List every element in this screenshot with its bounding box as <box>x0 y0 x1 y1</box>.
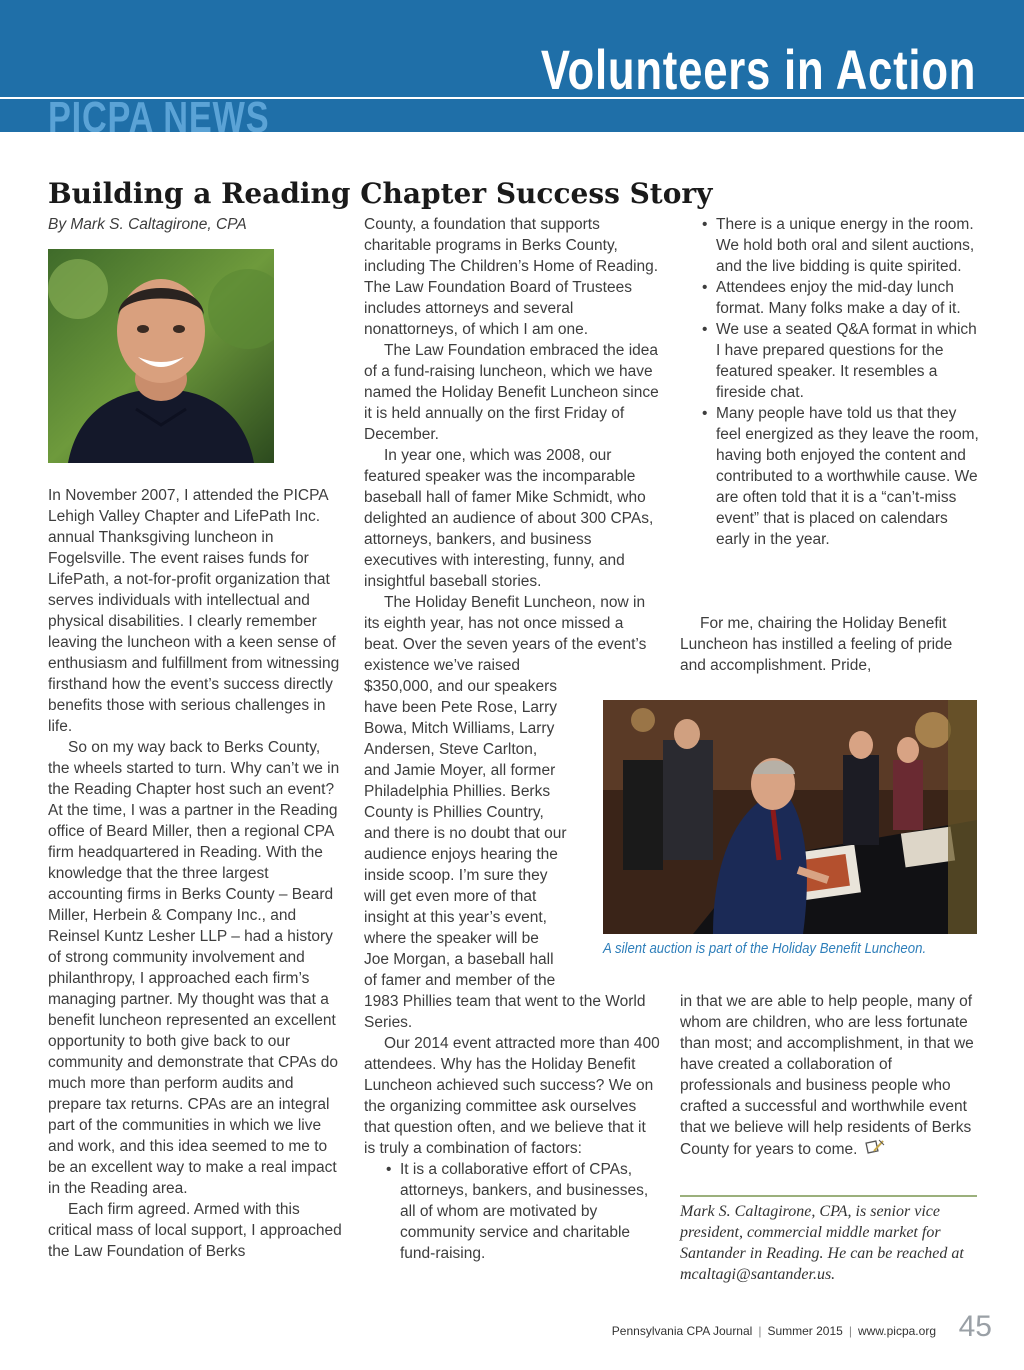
author-photo <box>48 249 274 463</box>
text-line: Philadelphia Phillies. Berks <box>364 783 551 800</box>
body-paragraph <box>680 991 976 1162</box>
footer-separator: | <box>758 1324 762 1338</box>
text-line: Joe Morgan, a baseball hall <box>364 951 554 968</box>
text-line: Andersen, Steve Carlton, <box>364 741 538 758</box>
end-mark-icon <box>865 1138 885 1162</box>
page-number: 45 <box>958 1310 992 1343</box>
column-3-paragraph <box>680 613 976 676</box>
section-banner <box>0 0 1024 132</box>
text-line: have been Pete Rose, Larry <box>364 699 558 716</box>
silent-auction-image <box>603 700 977 934</box>
footer-separator: | <box>848 1324 852 1338</box>
text-line: and there is no doubt that our <box>364 825 567 842</box>
byline: By Mark S. Caltagirone, CPA <box>48 216 247 233</box>
body-paragraph: So on my way back to Berks County, the wheels started to turn. Why can’t we in the Reading Chapter host such an event? At the time, I was a partner in the Reading office of Beard Miller, then a regional CPA firm headquartered in Reading. With the knowledge that the three largest accounting firms in Berks County – Beard Miller, Herbein & Company Inc., and Reinsel Kuntz Lesher LLP – had a history of strong community involvement and philanthropy, I approached each firm’s managing partner. My thought was that a benefit luncheon represented an excellent opportunity to both give back to our community and demonstrate that CPAs do much more than perform audits and prepare tax returns. CPAs are an integral part of the communities in which we live and work, and this idea seemed to me to be an excellent way to make a real impact in the Reading area. <box>48 739 340 1197</box>
text-line: $350,000, and our speakers <box>364 678 558 695</box>
closing-text: in that we are able to help people, many of whom are children, who are less fortunate than most; and accomplishment, in that we have created a collaboration of professionals and business people who crafted a successful and worthwhile event that we believe will help residents of Berks County for years to come. <box>680 993 974 1158</box>
text-line: of famer and member of the <box>364 972 556 989</box>
text-line: insight at this year’s event, <box>364 909 547 926</box>
text-line: County is Phillies Country, <box>364 804 544 821</box>
body-paragraph: The Law Foundation embraced the idea of a fund-raising luncheon, which we have named the Holiday Benefit Luncheon since it is held annually on the first Friday of December. <box>364 342 659 443</box>
brand-wordmark: PICPA NEWS <box>48 93 270 132</box>
body-paragraph: For me, chairing the Holiday Benefit Luncheon has instilled a feeling of pride and accomplishment. Pride, <box>680 615 953 674</box>
article-title: Building a Reading Chapter Success Story <box>48 176 713 210</box>
author-portrait-image <box>48 249 274 463</box>
text-line: where the speaker will be <box>364 930 539 947</box>
body-paragraph: Each firm agreed. Armed with this critical mass of local support, I approached the Law Foundation of Berks <box>48 1201 342 1260</box>
page-footer <box>612 1324 936 1338</box>
column-1 <box>48 214 344 1262</box>
bio-divider <box>680 1195 977 1197</box>
photo-caption: A silent auction is part of the Holiday Benefit Luncheon. <box>603 940 927 957</box>
bullet-item: • It is a collaborative effort of CPAs, attorneys, bankers, and businesses, all of whom are motivated by community service and charitable fund-raising. <box>384 1159 660 1264</box>
auction-photo <box>603 700 977 934</box>
body-paragraph: 1983 Phillies team that went to the World Series. <box>364 993 646 1031</box>
bullet-item: • Many people have told us that they feel energized as they leave the room, having both enjoyed the content and contributed to a worthwhile cause. We are often told that it is a “can’t-miss event” that is placed on calendars early in the year. <box>700 403 980 550</box>
website-link[interactable]: www.picpa.org <box>857 1324 936 1338</box>
section-title: Volunteers in Action <box>540 38 976 101</box>
body-paragraph: County, a foundation that supports charitable programs in Berks County, including The Children’s Home of Reading. The Law Foundation Board of Trustees includes attorneys and several nonattorneys, of which I am one. <box>364 216 659 338</box>
bullet-item: • We use a seated Q&A format in which I have prepared questions for the featured speaker. It resembles a fireside chat. <box>700 319 980 403</box>
bullet-item: • There is a unique energy in the room. We hold both oral and silent auctions, and the live bidding is quite spirited. <box>700 214 980 277</box>
text-line: inside scoop. I’m sure they <box>364 867 548 884</box>
text-line: Bowa, Mitch Williams, Larry <box>364 720 555 737</box>
column-3-continued <box>680 991 976 1162</box>
body-paragraph: In year one, which was 2008, our featured speaker was the incomparable baseball hall of famer Mike Schmidt, who delighted an audience of about 300 CPAs, attorneys, bankers, and business executives with interesting, funny, and insightful baseball stories. <box>364 447 654 590</box>
text-line: and Jamie Moyer, all former <box>364 762 556 779</box>
body-paragraph: The Holiday Benefit Luncheon, now in its eighth year, has not once missed a beat. Over the seven years of the event’s existence we’ve raised <box>364 594 647 674</box>
body-paragraph: In November 2007, I attended the PICPA Lehigh Valley Chapter and LifePath Inc. annual Thanksgiving luncheon in Fogelsville. The event raises funds for LifePath, a not-for-profit organization that serves individuals with intellectual and physical disabilities. I clearly remember leaving the luncheon with a keen sense of enthusiasm and fulfillment from witnessing firsthand how the event’s success directly benefits those with serious challenges in life. <box>48 487 340 735</box>
body-paragraph: Our 2014 event attracted more than 400 attendees. Why has the Holiday Benefit Luncheon achieved such success? We on the organizing committee ask ourselves that question often, and we believe that it is truly a combination of factors: <box>364 1035 660 1157</box>
issue-date: Summer 2015 <box>767 1324 843 1338</box>
bullet-item: • Attendees enjoy the mid-day lunch format. Many folks make a day of it. <box>700 277 980 319</box>
text-line: will get even more of that <box>364 888 537 905</box>
column-3 <box>700 214 980 550</box>
text-line: audience enjoys hearing the <box>364 846 558 863</box>
author-bio: Mark S. Caltagirone, CPA, is senior vice president, commercial middle market for Santander in Reading. He can be reached at mcaltagi@santander.us. <box>680 1203 964 1283</box>
journal-name: Pennsylvania CPA Journal <box>611 1324 753 1338</box>
